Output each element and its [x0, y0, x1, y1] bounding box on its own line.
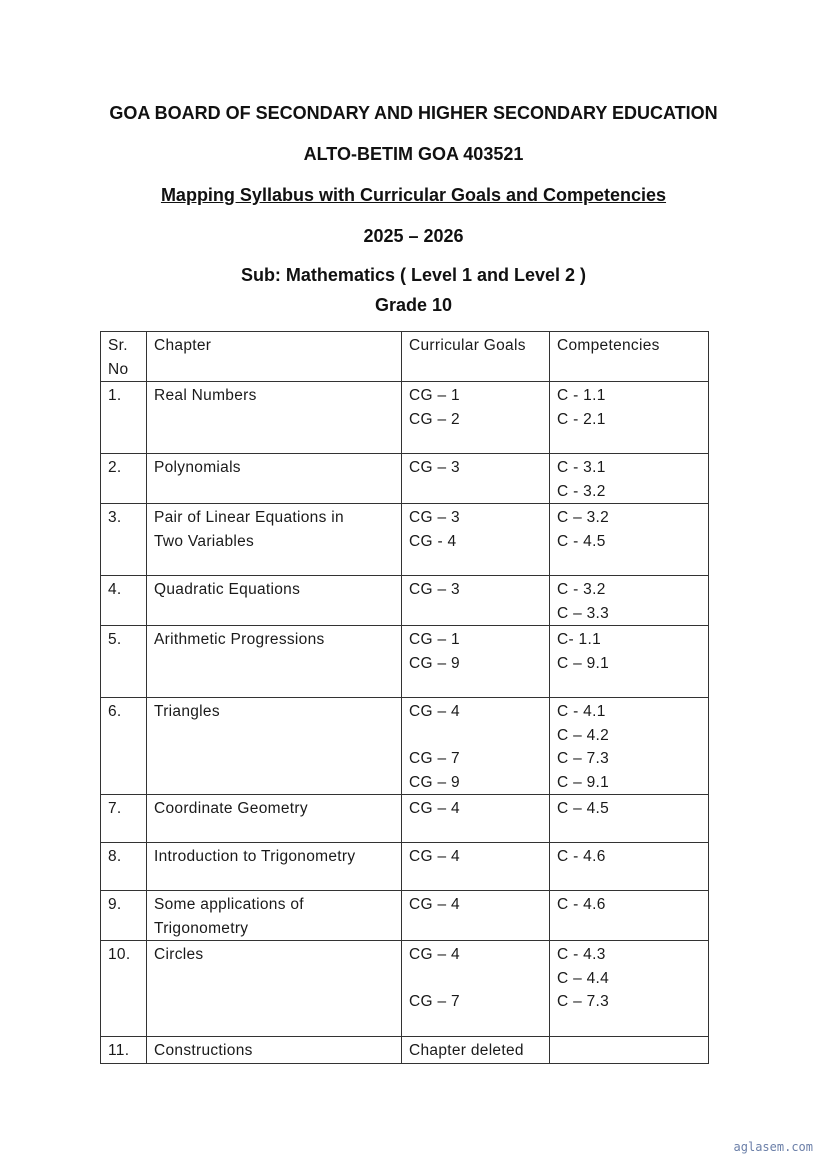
row-sr: 8.: [101, 843, 147, 891]
row-goals: CG – 1 CG – 9: [402, 626, 550, 698]
row-chapter: Constructions: [147, 1037, 402, 1064]
row-chapter: Some applications of Trigonometry: [147, 891, 402, 941]
syllabus-table: [100, 331, 709, 1064]
row-competencies: C - 4.6: [550, 843, 709, 891]
row-goals: CG – 4 CG – 7: [402, 941, 550, 1037]
row-sr: 11.: [101, 1037, 147, 1064]
row-chapter: Introduction to Trigonometry: [147, 843, 402, 891]
row-competencies: C - 4.6: [550, 891, 709, 941]
row-goals: CG – 3: [402, 576, 550, 626]
row-chapter: Triangles: [147, 698, 402, 795]
row-goals: CG – 3: [402, 454, 550, 504]
row-competencies: C - 4.1 C – 4.2 C – 7.3 C – 9.1: [550, 698, 709, 795]
watermark: aglasem.com: [733, 1140, 813, 1154]
row-chapter: Pair of Linear Equations in Two Variables: [147, 504, 402, 576]
row-chapter: Real Numbers: [147, 382, 402, 454]
table-row: [101, 1037, 709, 1064]
header-curricular-goals: Curricular Goals: [402, 332, 550, 382]
row-sr: 6.: [101, 698, 147, 795]
row-competencies: C- 1.1 C – 9.1: [550, 626, 709, 698]
table-row: [101, 891, 709, 941]
row-competencies: C – 3.2 C - 4.5: [550, 504, 709, 576]
row-sr: 3.: [101, 504, 147, 576]
row-goals: CG – 4: [402, 843, 550, 891]
document-title: Mapping Syllabus with Curricular Goals and Competencies: [160, 185, 667, 205]
table-row: [101, 504, 709, 576]
row-sr: 5.: [101, 626, 147, 698]
row-competencies: C – 4.5: [550, 795, 709, 843]
row-sr: 7.: [101, 795, 147, 843]
row-competencies: C - 4.3 C – 4.4 C – 7.3: [550, 941, 709, 1037]
row-competencies: C - 3.1 C - 3.2: [550, 454, 709, 504]
academic-year: 2025 – 2026: [363, 226, 464, 246]
table-row: [101, 941, 709, 1037]
table-row: [101, 698, 709, 795]
row-competencies: C - 3.2 C – 3.3: [550, 576, 709, 626]
grade-line: Grade 10: [374, 295, 453, 315]
board-address: ALTO-BETIM GOA 403521: [303, 144, 524, 164]
row-sr: 2.: [101, 454, 147, 504]
table-row: [101, 576, 709, 626]
row-chapter: Arithmetic Progressions: [147, 626, 402, 698]
row-goals: CG – 4: [402, 891, 550, 941]
row-chapter: Circles: [147, 941, 402, 1037]
row-goals: CG – 4 CG – 7 CG – 9: [402, 698, 550, 795]
table-row: [101, 382, 709, 454]
table-row: [101, 843, 709, 891]
board-name: GOA BOARD OF SECONDARY AND HIGHER SECONDARY EDUCATION: [109, 103, 718, 123]
row-competencies: [550, 1037, 709, 1064]
row-sr: 9.: [101, 891, 147, 941]
header-sr-no: Sr. No: [101, 332, 147, 382]
table-header-row: [101, 332, 709, 382]
row-competencies: C - 1.1 C - 2.1: [550, 382, 709, 454]
header-competencies: Competencies: [550, 332, 709, 382]
row-goals: Chapter deleted: [402, 1037, 550, 1064]
row-sr: 4.: [101, 576, 147, 626]
table-row: [101, 795, 709, 843]
row-chapter: Quadratic Equations: [147, 576, 402, 626]
table-row: [101, 626, 709, 698]
table-row: [101, 454, 709, 504]
subject-line: Sub: Mathematics ( Level 1 and Level 2 ): [240, 265, 587, 285]
row-sr: 10.: [101, 941, 147, 1037]
row-chapter: Coordinate Geometry: [147, 795, 402, 843]
row-goals: CG – 1 CG – 2: [402, 382, 550, 454]
row-sr: 1.: [101, 382, 147, 454]
header-chapter: Chapter: [147, 332, 402, 382]
row-chapter: Polynomials: [147, 454, 402, 504]
row-goals: CG – 4: [402, 795, 550, 843]
row-goals: CG – 3 CG - 4: [402, 504, 550, 576]
